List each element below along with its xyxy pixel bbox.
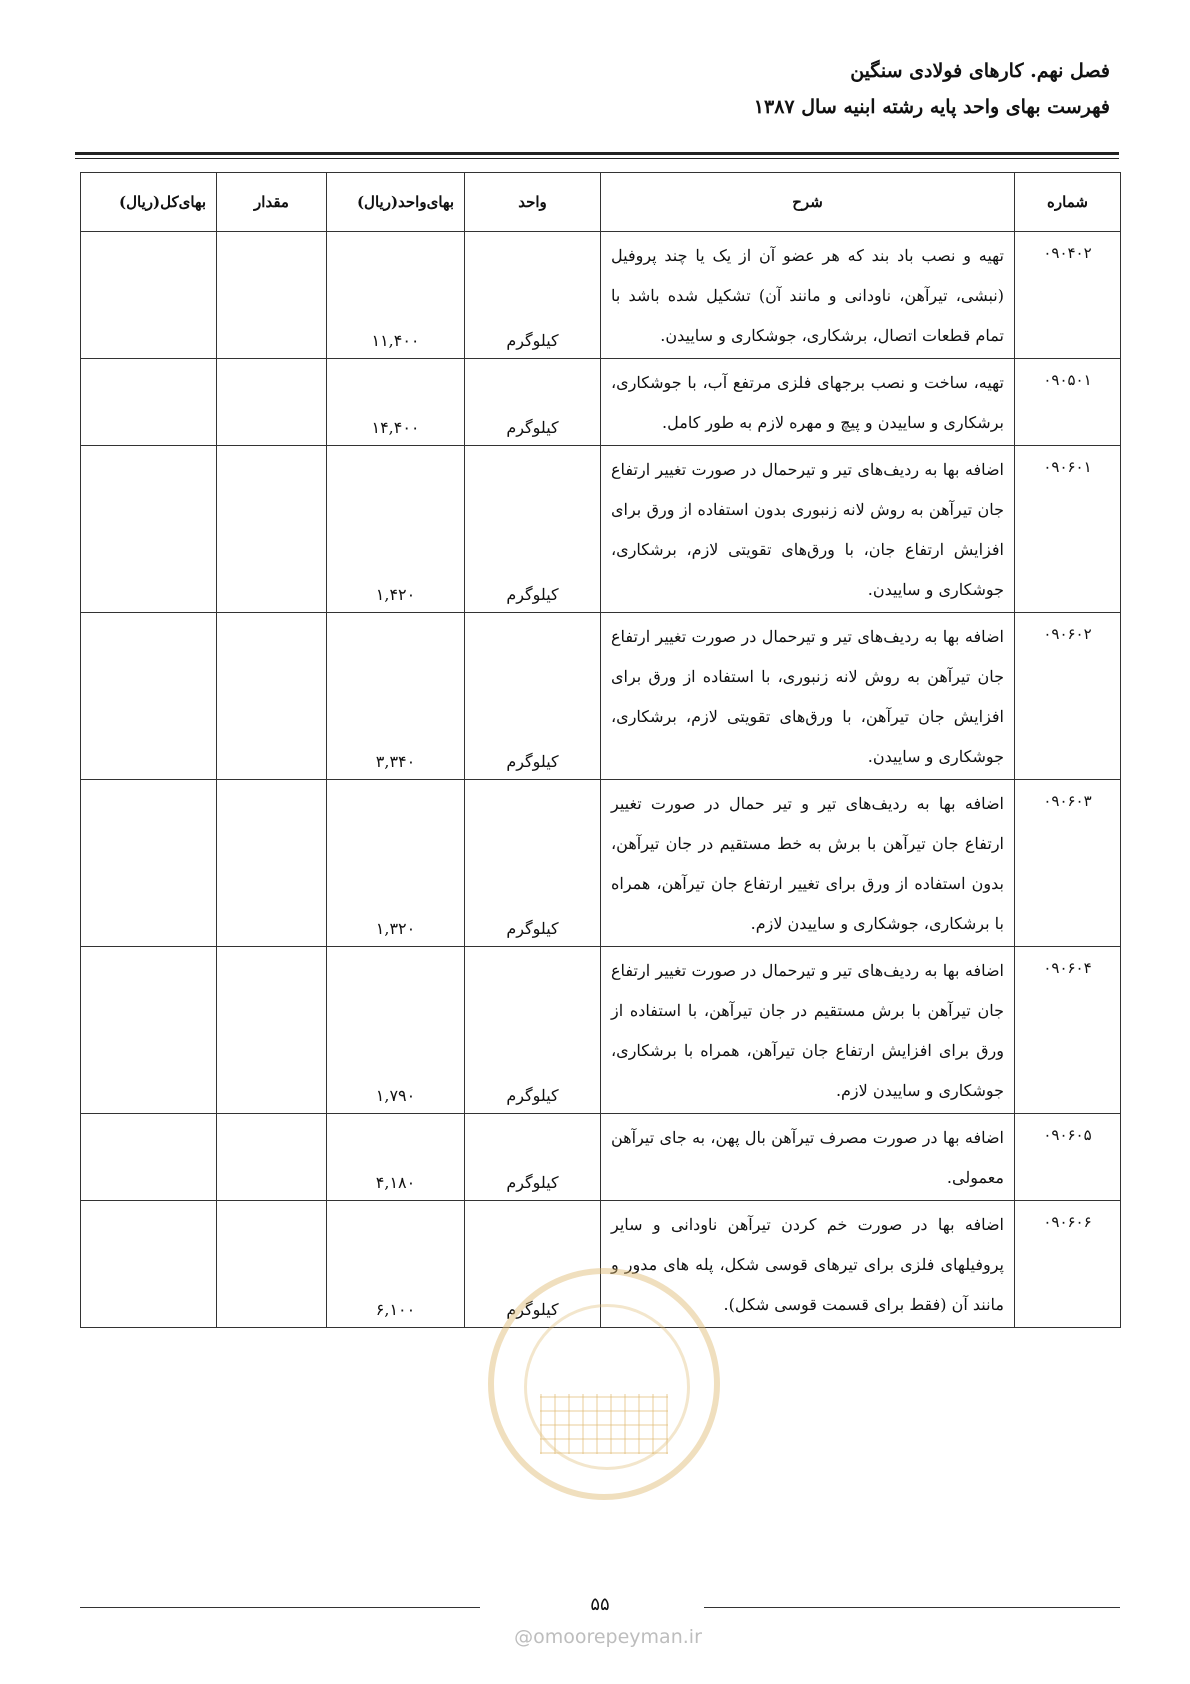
header-code: شماره (1015, 173, 1121, 232)
header-unit-price: بهای‌واحد(ریال) (327, 173, 465, 232)
header-total-price: بهای‌کل(ریال) (81, 173, 217, 232)
item-unit-price: ۱,۷۹۰ (327, 947, 465, 1114)
table-row (81, 232, 1121, 359)
header-unit: واحد (465, 173, 601, 232)
footer-rule-right (704, 1607, 1120, 1608)
item-total (81, 232, 217, 359)
item-unit: کیلوگرم (465, 359, 601, 446)
item-unit-price: ۱,۳۲۰ (327, 780, 465, 947)
item-total (81, 359, 217, 446)
item-description: اضافه بها به ردیف‌های تیر و تیرحمال در صورت تغییر ارتفاع جان تیرآهن با برش مستقیم در جان تیرآهن، با استفاده از ورق برای افزایش ارتفاع جان تیرآهن، همراه با برشکاری، جوشکاری و ساییدن لازم. (601, 947, 1015, 1114)
table-header-row (81, 173, 1121, 232)
item-unit: کیلوگرم (465, 947, 601, 1114)
item-unit: کیلوگرم (465, 613, 601, 780)
item-code: ۰۹۰۵۰۱ (1015, 359, 1121, 446)
item-code: ۰۹۰۶۰۳ (1015, 780, 1121, 947)
item-quantity (217, 1201, 327, 1328)
item-unit: کیلوگرم (465, 1201, 601, 1328)
item-total (81, 947, 217, 1114)
item-total (81, 780, 217, 947)
item-quantity (217, 232, 327, 359)
item-description: تهیه، ساخت و نصب برجهای فلزی مرتفع آب، با جوشکاری، برشکاری و ساییدن و پیچ و مهره لازم به طور کامل. (601, 359, 1015, 446)
header-rule-thin (75, 158, 1119, 159)
item-code: ۰۹۰۶۰۲ (1015, 613, 1121, 780)
chapter-title: فصل نهم. کارهای فولادی سنگین (850, 60, 1110, 82)
table-row (81, 446, 1121, 613)
item-quantity (217, 446, 327, 613)
table-row (81, 613, 1121, 780)
item-total (81, 1201, 217, 1328)
item-quantity (217, 359, 327, 446)
item-description: تهیه و نصب باد بند که هر عضو آن از یک یا چند پروفیل (نبشی، تیرآهن، ناودانی و مانند آن) تشکیل شده باشد با تمام قطعات اتصال، برشکاری، جوشکاری و ساییدن. (601, 232, 1015, 359)
item-unit: کیلوگرم (465, 780, 601, 947)
page-number: ۵۵ (590, 1594, 610, 1615)
item-code: ۰۹۰۶۰۱ (1015, 446, 1121, 613)
item-quantity (217, 947, 327, 1114)
item-total (81, 613, 217, 780)
item-unit-price: ۶,۱۰۰ (327, 1201, 465, 1328)
table-row (81, 780, 1121, 947)
item-quantity (217, 780, 327, 947)
item-unit: کیلوگرم (465, 1114, 601, 1201)
item-code: ۰۹۰۶۰۶ (1015, 1201, 1121, 1328)
item-unit-price: ۳,۳۴۰ (327, 613, 465, 780)
item-description: اضافه بها به ردیف‌های تیر و تیرحمال در صورت تغییر ارتفاع جان تیرآهن به روش لانه زنبوری بدون استفاده از ورق برای افزایش ارتفاع جان، با ورق‌های تقویتی لازم، برشکاری، جوشکاری و ساییدن. (601, 446, 1015, 613)
item-code: ۰۹۰۶۰۵ (1015, 1114, 1121, 1201)
item-code: ۰۹۰۴۰۲ (1015, 232, 1121, 359)
item-unit-price: ۴,۱۸۰ (327, 1114, 465, 1201)
item-total (81, 446, 217, 613)
table-row (81, 359, 1121, 446)
item-description: اضافه بها در صورت مصرف تیرآهن بال پهن، به جای تیرآهن معمولی. (601, 1114, 1015, 1201)
item-description: اضافه بها در صورت خم کردن تیرآهن ناودانی و سایر پروفیلهای فلزی برای تیرهای قوسی شکل، پله های مدور و مانند آن (فقط برای قسمت قوسی شکل). (601, 1201, 1015, 1328)
watermark-url: @omoorepeyman.ir (514, 1626, 702, 1648)
item-total (81, 1114, 217, 1201)
table-row (81, 1201, 1121, 1328)
item-unit-price: ۱۱,۴۰۰ (327, 232, 465, 359)
item-quantity (217, 1114, 327, 1201)
item-unit: کیلوگرم (465, 232, 601, 359)
page-header (754, 60, 1110, 118)
table-row (81, 1114, 1121, 1201)
header-rule-thick (75, 152, 1119, 155)
item-unit-price: ۱,۴۲۰ (327, 446, 465, 613)
item-description: اضافه بها به ردیف‌های تیر و تیرحمال در صورت تغییر ارتفاع جان تیرآهن به روش لانه زنبوری، با استفاده از ورق برای افزایش جان تیرآهن، با ورق‌های تقویتی لازم، برشکاری، جوشکاری و ساییدن. (601, 613, 1015, 780)
item-unit: کیلوگرم (465, 446, 601, 613)
header-quantity: مقدار (217, 173, 327, 232)
footer-rule-left (80, 1607, 480, 1608)
item-quantity (217, 613, 327, 780)
list-title: فهرست بهای واحد پایه رشته ابنیه سال ۱۳۸۷ (753, 96, 1110, 118)
table-row (81, 947, 1121, 1114)
seal-inner-ring (524, 1304, 690, 1470)
item-unit-price: ۱۴,۴۰۰ (327, 359, 465, 446)
price-table (80, 172, 1121, 1328)
item-code: ۰۹۰۶۰۴ (1015, 947, 1121, 1114)
item-description: اضافه بها به ردیف‌های تیر و تیر حمال در صورت تغییر ارتفاع جان تیرآهن با برش به خط مستقیم در جان تیرآهن، بدون استفاده از ورق برای تغییر ارتفاع جان تیرآهن، همراه با برشکاری، جوشکاری و ساییدن لازم. (601, 780, 1015, 947)
seal-grid-pattern (540, 1394, 668, 1454)
header-desc: شرح (601, 173, 1015, 232)
